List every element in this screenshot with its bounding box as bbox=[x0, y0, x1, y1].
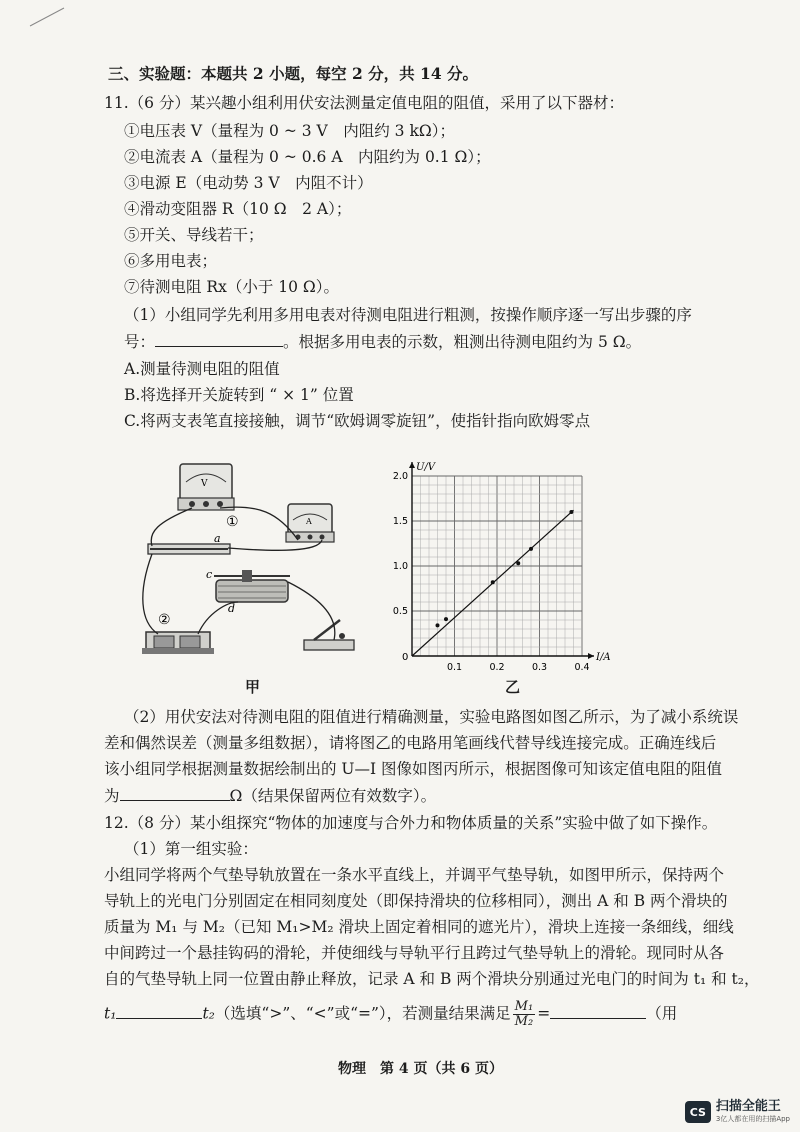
q11-item-4: ④滑动变阻器 R（10 Ω 2 A）； bbox=[124, 200, 352, 218]
y-tick-label: 1.0 bbox=[392, 561, 408, 572]
circuit-label-a: a bbox=[214, 532, 221, 545]
q12-choice-text: （选填“>”、“<”或“=”），若测量结果满足 bbox=[214, 1004, 511, 1023]
data-point bbox=[569, 510, 573, 514]
q11-part2-prefix: 为 bbox=[104, 787, 120, 805]
q11-stem: 11.（6 分）某兴趣小组利用伏安法测量定值电阻的阻值，采用了以下器材： bbox=[104, 94, 624, 112]
y-tick-label: 0.5 bbox=[392, 606, 408, 617]
data-point bbox=[436, 623, 440, 627]
circuit-label-d: d bbox=[228, 602, 236, 615]
q11-part2-line3: 该小组同学根据测量数据绘制出的 U—I 图像如图丙所示，根据图像可知该定值电阻的阻值 bbox=[104, 760, 723, 778]
data-point bbox=[529, 547, 533, 551]
q12-line4: 中间跨过一个悬挂钩码的滑轮，并使细线与导轨平行且跨过气垫导轨上的滑轮。现同时从各 bbox=[104, 944, 725, 962]
data-point bbox=[444, 617, 448, 621]
q11-answer-blank-2[interactable] bbox=[120, 784, 230, 801]
q12-line3: 质量为 M₁ 与 M₂（已知 M₁>M₂ 滑块上固定着相同的遮光片），滑块上连接一条细线，细线 bbox=[104, 918, 734, 936]
q11-item-3: ③电源 E（电动势 3 V 内阻不计） bbox=[124, 174, 373, 192]
chart-ticks bbox=[393, 462, 611, 673]
q12-t1: t₁ bbox=[104, 1004, 117, 1023]
test-resistor bbox=[148, 544, 230, 554]
q11-option-a: A.测量待测电阻的阻值 bbox=[124, 360, 280, 378]
switch bbox=[304, 620, 354, 650]
scanner-logo bbox=[685, 1100, 790, 1124]
q12-line5: 自的气垫导轨上同一位置由静止释放，记录 A 和 B 两个滑块分别通过光电门的时间为 t₁ 和 t₂， bbox=[104, 970, 760, 988]
data-point bbox=[491, 580, 495, 584]
ammeter-label: A bbox=[306, 517, 312, 526]
x-tick-label: 0.4 bbox=[574, 662, 590, 673]
scanner-name: 扫描全能王 bbox=[715, 1099, 781, 1114]
circuit-label-c: c bbox=[206, 568, 213, 581]
q11-part2-line2: 差和偶然误差（测量多组数据），请将图乙的电路用笔画线代替导线连接完成。正确连线后 bbox=[104, 734, 717, 752]
q12-line6-end: （用 bbox=[646, 1004, 678, 1023]
section-heading: 三、实验题：本题共 2 小题，每空 2 分，共 14 分。 bbox=[108, 64, 479, 83]
origin-label: 0 bbox=[402, 652, 409, 663]
q11-part2-suffix: Ω（结果保留两位有效数字）。 bbox=[229, 787, 437, 805]
fraction-numerator: M₁ bbox=[514, 999, 534, 1014]
q11-part2-line1: （2）用伏安法对待测电阻的阻值进行精确测量，实验电路图如图乙所示，为了减小系统误 bbox=[124, 708, 739, 726]
x-tick-label: 0.3 bbox=[531, 662, 548, 673]
q12-t2: t₂ bbox=[202, 1004, 215, 1023]
ui-graph bbox=[368, 458, 611, 680]
q11-item-2: ②电流表 A（量程为 0 ~ 0.6 A 内阻约为 0.1 Ω）； bbox=[124, 148, 491, 166]
q12-answer-blank-2[interactable] bbox=[550, 1002, 646, 1019]
y-tick-label: 1.5 bbox=[392, 516, 408, 527]
chart-grid bbox=[412, 476, 582, 656]
x-tick-label: 0.2 bbox=[489, 662, 505, 673]
cs-badge: CS bbox=[685, 1101, 711, 1123]
voltmeter-label: V bbox=[201, 479, 208, 489]
y-axis-arrow bbox=[409, 462, 415, 468]
q11-item-7: ⑦待测电阻 Rx（小于 10 Ω）。 bbox=[124, 278, 340, 296]
q12-line6: t₁ t₂（选填“>”、“<”或“=”），若测量结果满足 $\frac{\text{M₁}}{\text{M₂}}$ = （用 bbox=[104, 999, 678, 1029]
data-point bbox=[516, 561, 520, 565]
y-axis-label: U/V bbox=[416, 462, 436, 473]
q11-part1-line1: （1）小组同学先利用多用电表对待测电阻进行粗测，按操作顺序逐一写出步骤的序 bbox=[124, 306, 692, 324]
scanner-tagline: 3亿人都在用的扫描App bbox=[715, 1115, 790, 1123]
q12-line1: 小组同学将两个气垫导轨放置在一条水平直线上，并调平气垫导轨，如图甲所示，保持两个 bbox=[104, 866, 725, 884]
circuit-mark-2: ② bbox=[158, 612, 171, 628]
circuit-mark-1: ① bbox=[226, 514, 239, 530]
q11-item-6: ⑥多用电表； bbox=[124, 252, 218, 270]
q12-line2: 导轨上的光电门分别固定在相同刻度处（即保持滑块的位移相同），测出 A 和 B 两个滑块的 bbox=[104, 892, 728, 910]
circuit-apparatus-figure bbox=[128, 452, 368, 670]
q11-part1-line2 bbox=[124, 330, 641, 353]
x-axis-arrow bbox=[588, 653, 594, 659]
fraction-denominator: M₂ bbox=[514, 1014, 534, 1029]
figure-caption-right: 乙 bbox=[505, 678, 521, 696]
rheostat bbox=[214, 570, 290, 602]
q12-answer-blank-1[interactable] bbox=[116, 1002, 202, 1019]
x-axis-label: I/A bbox=[596, 652, 611, 663]
chart-axes bbox=[409, 462, 594, 659]
x-tick-label: 0.1 bbox=[446, 662, 463, 673]
q11-answer-blank-1[interactable] bbox=[155, 330, 283, 347]
q11-option-c: C.将两支表笔直接接触，调节“欧姆调零旋钮”，使指针指向欧姆零点 bbox=[124, 412, 591, 430]
q11-item-1: ①电压表 V（量程为 0 ~ 3 V 内阻约 3 kΩ）； bbox=[124, 122, 455, 140]
q11-item-5: ⑤开关、导线若干； bbox=[124, 226, 264, 244]
figure-caption-left: 甲 bbox=[245, 678, 261, 696]
mass-ratio-fraction bbox=[513, 1000, 536, 1029]
q11-part1-suffix: 。根据多用电表的示数，粗测出待测电阻约为 5 Ω。 bbox=[283, 333, 642, 351]
page-footer: 物理 第 4 页（共 6 页） bbox=[338, 1061, 503, 1077]
chart-marks bbox=[412, 510, 574, 656]
q11-option-b: B.将选择开关旋转到 “ × 1” 位置 bbox=[124, 386, 354, 404]
q12-sub1: （1）第一组实验： bbox=[124, 840, 258, 858]
q11-part1-prefix: 号： bbox=[124, 333, 156, 351]
q11-part2-line4 bbox=[104, 784, 436, 807]
battery-box bbox=[142, 632, 214, 654]
q12-stem: 12.（8 分）某小组探究“物体的加速度与合外力和物体质量的关系”实验中做了如下操作。 bbox=[104, 814, 718, 832]
y-tick-label: 2.0 bbox=[392, 471, 408, 482]
pen-mark bbox=[28, 6, 68, 28]
